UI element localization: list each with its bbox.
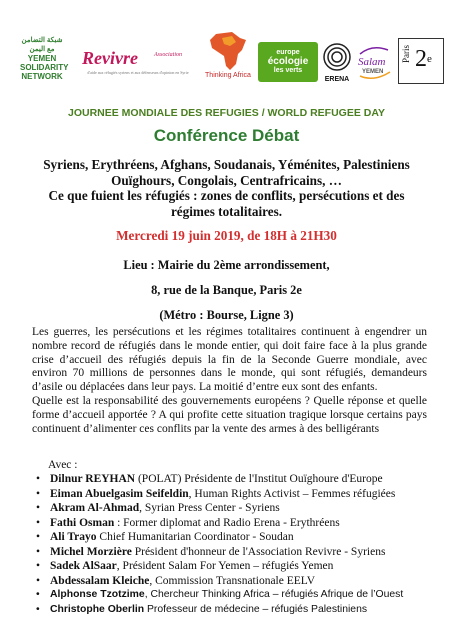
revivre-logo-tagline: d'aide aux réfugiés syriens et aux défenseurs d'opinion en Syrie — [87, 70, 189, 75]
peoples-line-2: Ouïghours, Congolais, Centrafricains, … — [111, 172, 342, 188]
speaker-description: Chief Humanitarian Coordinator - Soudan — [96, 531, 294, 543]
speaker-name: Michel Morzière — [50, 545, 132, 558]
speaker-name: Dilnur REYHAN — [50, 473, 136, 485]
eelv-logo — [258, 42, 318, 82]
speaker-description: , Human Rights Activist – Femmes réfugiées — [188, 487, 396, 500]
paris-logo-number — [415, 47, 432, 71]
thinking-africa-logo — [202, 30, 254, 84]
revivre-logo-name: Revivre — [82, 48, 138, 68]
description-paragraph-2: Quelle est la responsabilité des gouvernements européens ? Quelle réponse et quelle forme d’accueil apportée ? A qui profite cette situation tragique lorsque certains pays continuent d’alimenter ces conflits par la vente des armes à des belligérants — [32, 394, 427, 435]
event-date: Mercredi 19 juin 2019, de 18H à 21H30 — [116, 228, 337, 243]
speaker-item — [34, 588, 449, 603]
bullet-icon: • — [36, 502, 41, 514]
erena-label: ERENA — [324, 76, 350, 83]
speaker-name: Akram Al-Ahmad — [50, 502, 140, 514]
eelv-logo-line3: les verts — [273, 67, 303, 74]
peoples-line-4: régimes totalitaires. — [170, 203, 283, 219]
bullet-icon: • — [36, 473, 41, 485]
erena-logo — [322, 42, 352, 86]
world-refugee-day-heading: JOURNEE MONDIALE DES REFUGIES / WORLD REFUGEE DAY — [68, 107, 385, 119]
eelv-logo-line1: europe — [276, 49, 300, 56]
speaker-name: Ali Trayo — [50, 531, 97, 543]
speaker-description: Président d'honneur de l'Association Revivre - Syriens — [131, 545, 386, 558]
africa-map-icon — [202, 30, 254, 72]
yemen-logo-line3: NETWORK — [21, 72, 63, 81]
speaker-item — [34, 603, 449, 618]
venue-address: 8, rue de la Banque, Paris 2e — [151, 283, 302, 297]
salam-logo-name: Salam — [358, 56, 386, 68]
venue-block — [0, 253, 453, 328]
yemen-solidarity-network-logo — [20, 36, 69, 84]
yemen-logo-line1: YEMEN — [27, 54, 57, 63]
speaker-name: Abdessalam Kleiche — [50, 574, 150, 587]
speaker-description: , Chercheur Thinking Africa – réfugiés Afrique de l’Ouest — [144, 589, 404, 600]
bullet-icon: • — [36, 516, 41, 529]
speaker-name: Eiman Abuelgasim Seifeldin — [50, 487, 189, 500]
venue-metro: (Métro : Bourse, Ligne 3) — [159, 308, 294, 322]
salam-yemen-logo — [356, 42, 394, 82]
bullet-icon: • — [36, 545, 41, 558]
yemen-logo-arabic: شبكة التضامن مع اليمن — [21, 37, 63, 53]
paris-logo-num: 2 — [415, 46, 427, 72]
peoples-subtitle — [0, 157, 453, 219]
venue-line: Lieu : Mairie du 2ème arrondissement, — [123, 258, 330, 272]
speaker-item — [34, 574, 449, 589]
description-text — [32, 326, 427, 436]
speaker-name: Christophe Oberlin — [50, 603, 145, 615]
peoples-line-1: Syriens, Erythréens, Afghans, Soudanais, Yéménites, Palestiniens — [43, 157, 410, 172]
speaker-item — [34, 501, 449, 516]
speaker-description: Professeur de médecine – réfugiés Palestiniens — [144, 603, 368, 615]
eelv-logo-line2: écologie — [267, 56, 309, 67]
speakers-list — [34, 472, 449, 617]
yemen-logo-line2: SOLIDARITY — [20, 63, 69, 72]
speaker-description: , Président Salam For Yemen – réfugiés Yemen — [116, 560, 334, 572]
speaker-description: : Former diplomat and Radio Erena - Erythréens — [114, 516, 340, 529]
speaker-description: (POLAT) Présidente de l'Institut Ouïghoure d'Europe — [135, 473, 383, 485]
bullet-icon: • — [36, 531, 41, 543]
logo-bar — [0, 28, 453, 88]
speaker-item — [34, 530, 449, 545]
speaker-description: , Commission Transnationale EELV — [149, 574, 316, 587]
speaker-item — [34, 516, 449, 531]
paris-logo-word: Paris — [401, 45, 411, 63]
salam-logo-sub: YEMEN — [362, 69, 384, 75]
speaker-name: Alphonse Tzotzime — [50, 589, 145, 600]
bullet-icon: • — [36, 560, 41, 572]
speaker-item — [34, 487, 449, 502]
speaker-item — [34, 545, 449, 560]
bullet-icon: • — [36, 574, 41, 587]
speaker-name: Fathi Osman — [50, 516, 115, 529]
revivre-logo — [82, 48, 194, 78]
thinking-africa-label: Thinking Africa — [205, 72, 251, 79]
revivre-logo-sub: Association — [154, 52, 182, 58]
erena-circle-icon — [322, 42, 352, 74]
peoples-line-3: Ce que fuient les réfugiés : zones de conflits, persécutions et des — [48, 188, 405, 203]
speaker-item — [34, 472, 449, 487]
paris-2e-logo — [398, 38, 444, 84]
bullet-icon: • — [36, 589, 40, 600]
paris-logo-sup: e — [427, 53, 432, 65]
speaker-name: Sadek AlSaar — [50, 560, 117, 572]
bullet-icon: • — [36, 603, 40, 615]
description-paragraph-1: Les guerres, les persécutions et les régimes totalitaires continuent à engendrer un nombre record de réfugiés dans le monde entier, qui doit faire face à la plus grande crise d’accueil des réfugiés depuis la fin de la Seconde Guerre mondiale, avec environ 70 millions de personnes dans le monde, qui sont réfugiés, demandeurs d’asile ou déplacées dans leur pays. La moitié d’entre eux sont des enfants. — [32, 326, 427, 394]
speakers-heading: Avec : — [48, 459, 78, 471]
speaker-item — [34, 559, 449, 574]
page-title: Conférence Débat — [153, 126, 300, 145]
bullet-icon: • — [36, 487, 41, 500]
speaker-description: , Syrian Press Center - Syriens — [139, 502, 280, 514]
